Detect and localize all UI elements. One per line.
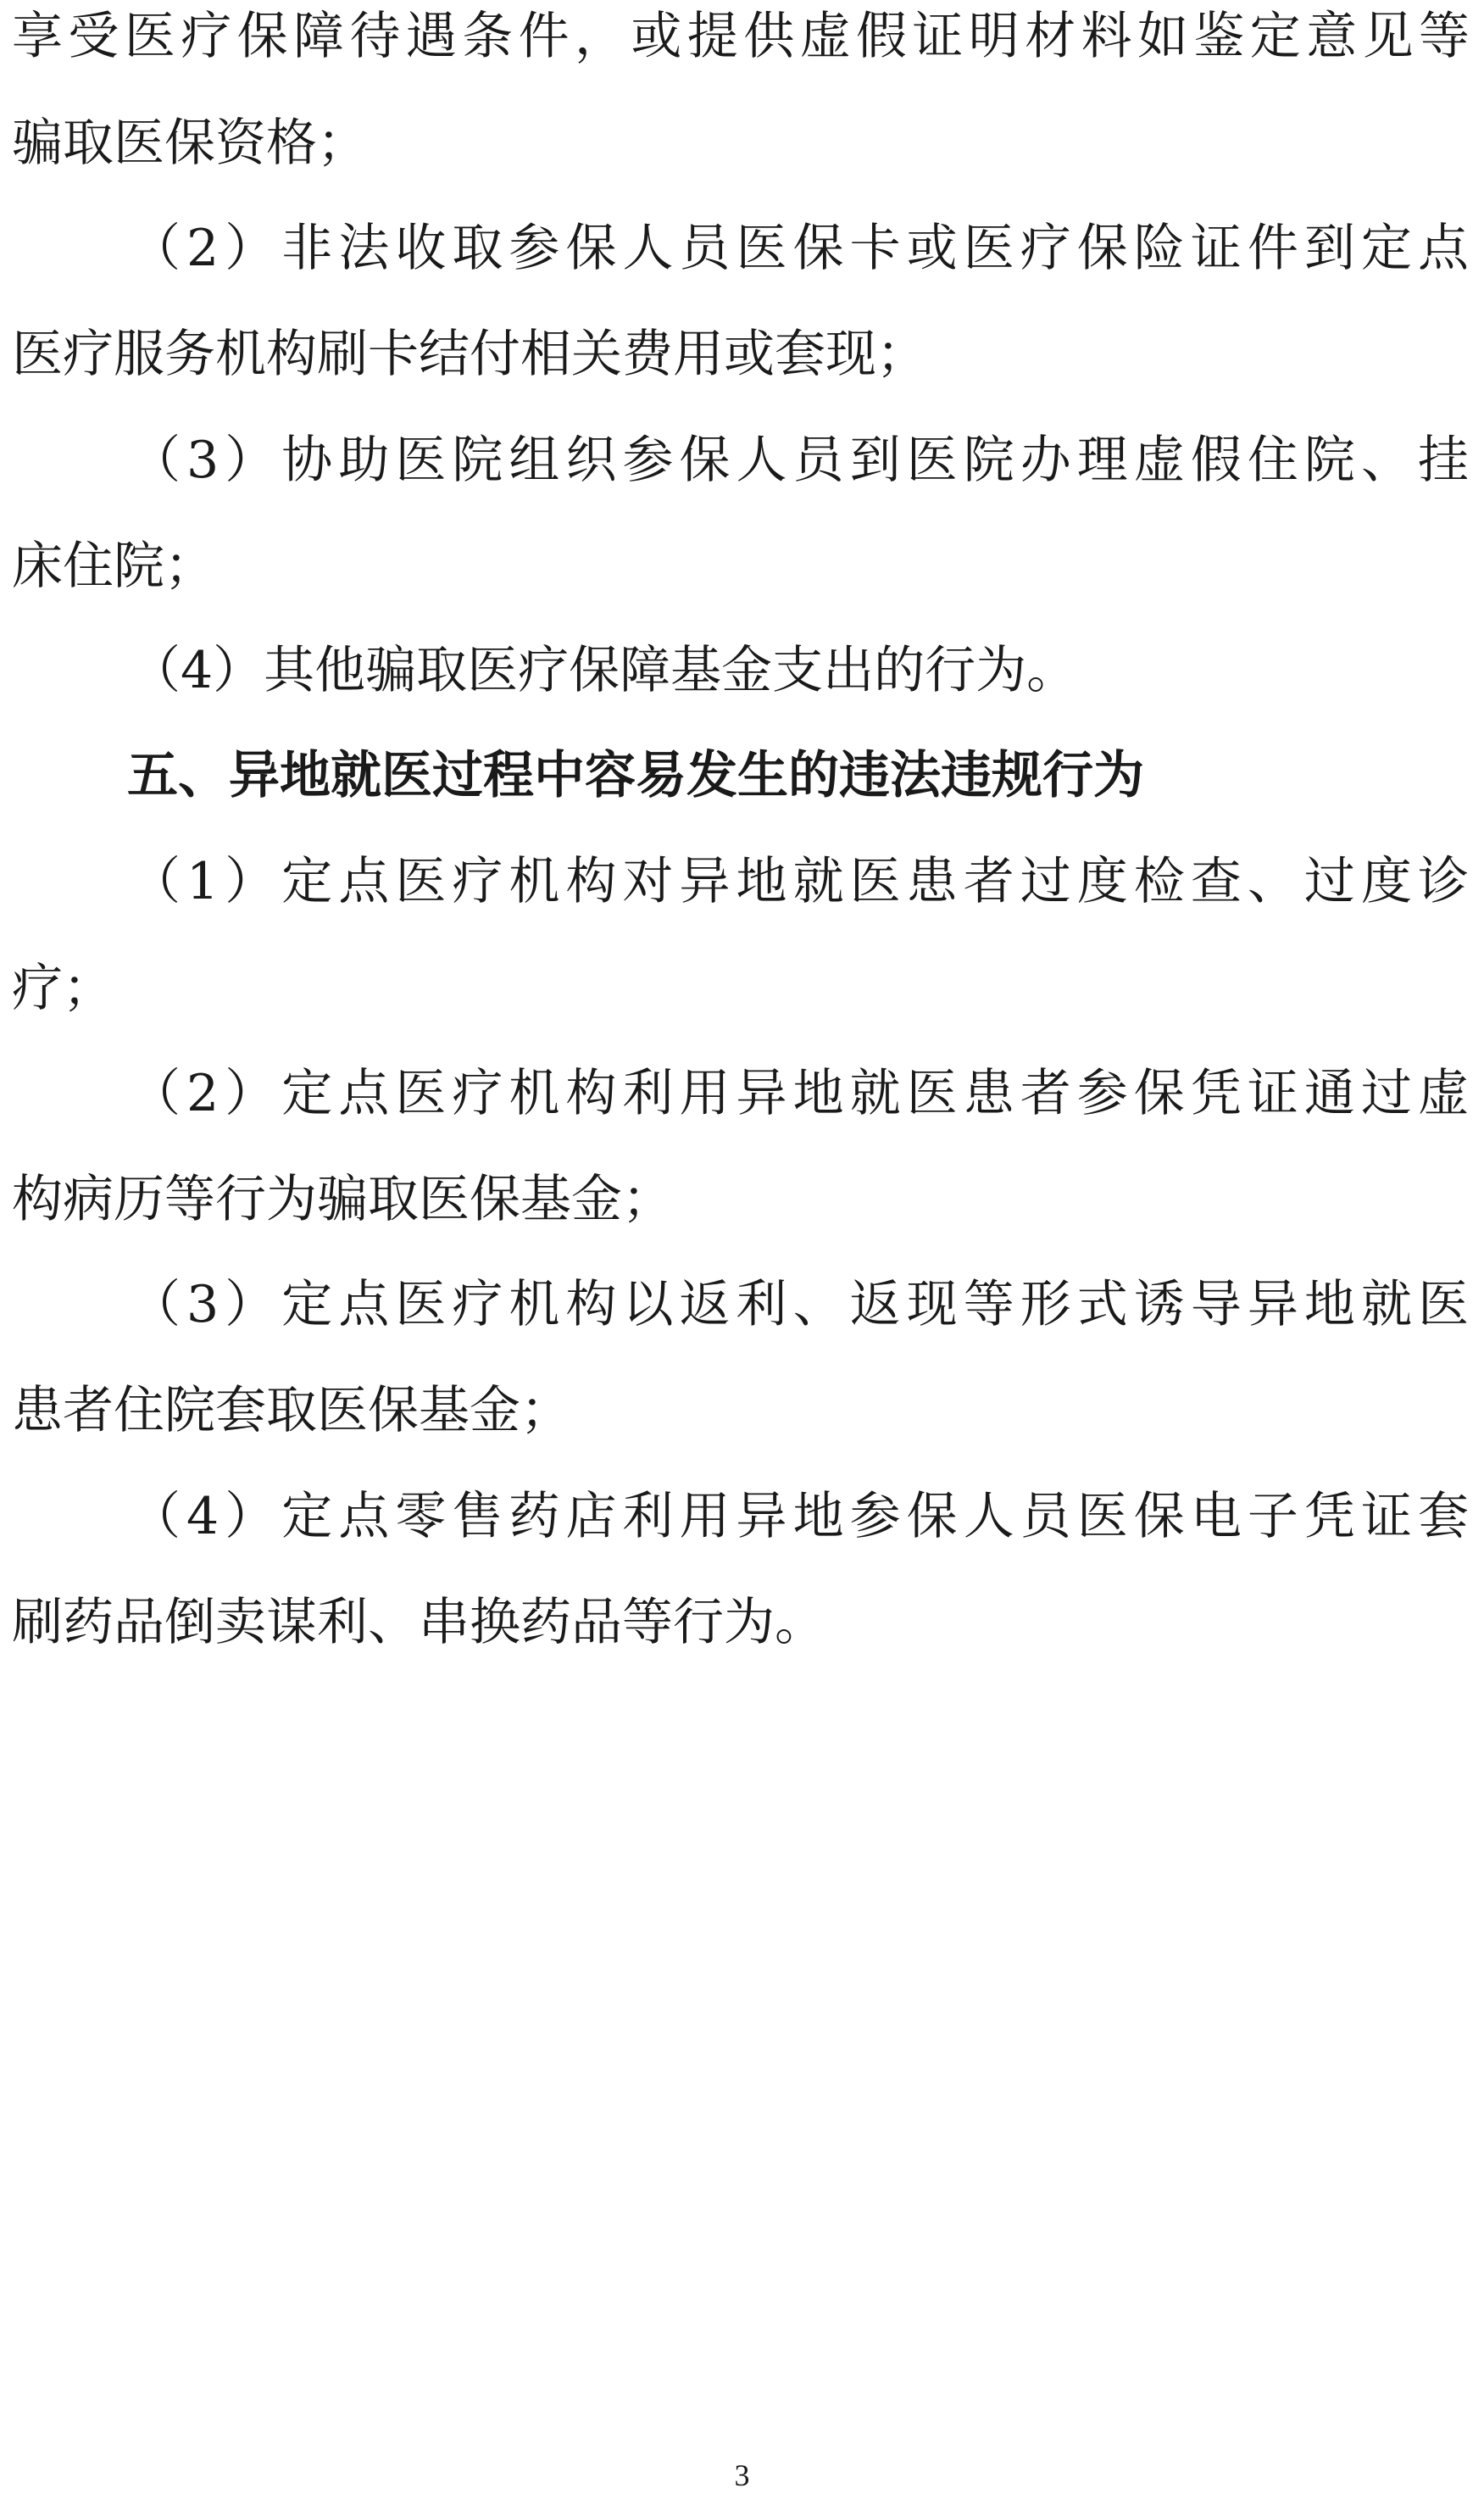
- section-heading: 五、异地就医过程中容易发生的违法违规行为: [127, 746, 1144, 805]
- paragraph-line: 床住院；: [12, 537, 215, 596]
- paragraph-line: 疗；: [12, 959, 114, 1018]
- paragraph-line: 刷药品倒卖谋利、串换药品等行为。: [12, 1593, 825, 1652]
- paragraph-line: 享受医疗保障待遇条件，或提供虚假证明材料如鉴定意见等: [12, 7, 1470, 66]
- paragraph-line: （2）非法收取参保人员医保卡或医疗保险证件到定点: [130, 219, 1469, 278]
- paragraph-line: 骗取医保资格；: [12, 114, 368, 173]
- paragraph-line: （1）定点医疗机构对异地就医患者过度检查、过度诊: [130, 852, 1469, 911]
- paragraph-line: 构病历等行为骗取医保基金；: [12, 1170, 673, 1229]
- page-number: 3: [734, 2458, 750, 2492]
- paragraph-line: （3）协助医院组织参保人员到医院办理虚假住院、挂: [130, 431, 1469, 490]
- paragraph-line: 医疗服务机构刷卡结付相关费用或套现；: [12, 325, 927, 384]
- paragraph-line: （3）定点医疗机构以返利、返现等形式诱导异地就医: [130, 1275, 1469, 1334]
- paragraph-line: （4）定点零售药店利用异地参保人员医保电子凭证套: [130, 1487, 1469, 1546]
- paragraph-line: （2）定点医疗机构利用异地就医患者参保凭证通过虚: [130, 1064, 1469, 1123]
- paragraph-line: （4）其他骗取医疗保障基金支出的行为。: [130, 641, 1078, 700]
- paragraph-line: 患者住院套取医保基金；: [12, 1381, 571, 1440]
